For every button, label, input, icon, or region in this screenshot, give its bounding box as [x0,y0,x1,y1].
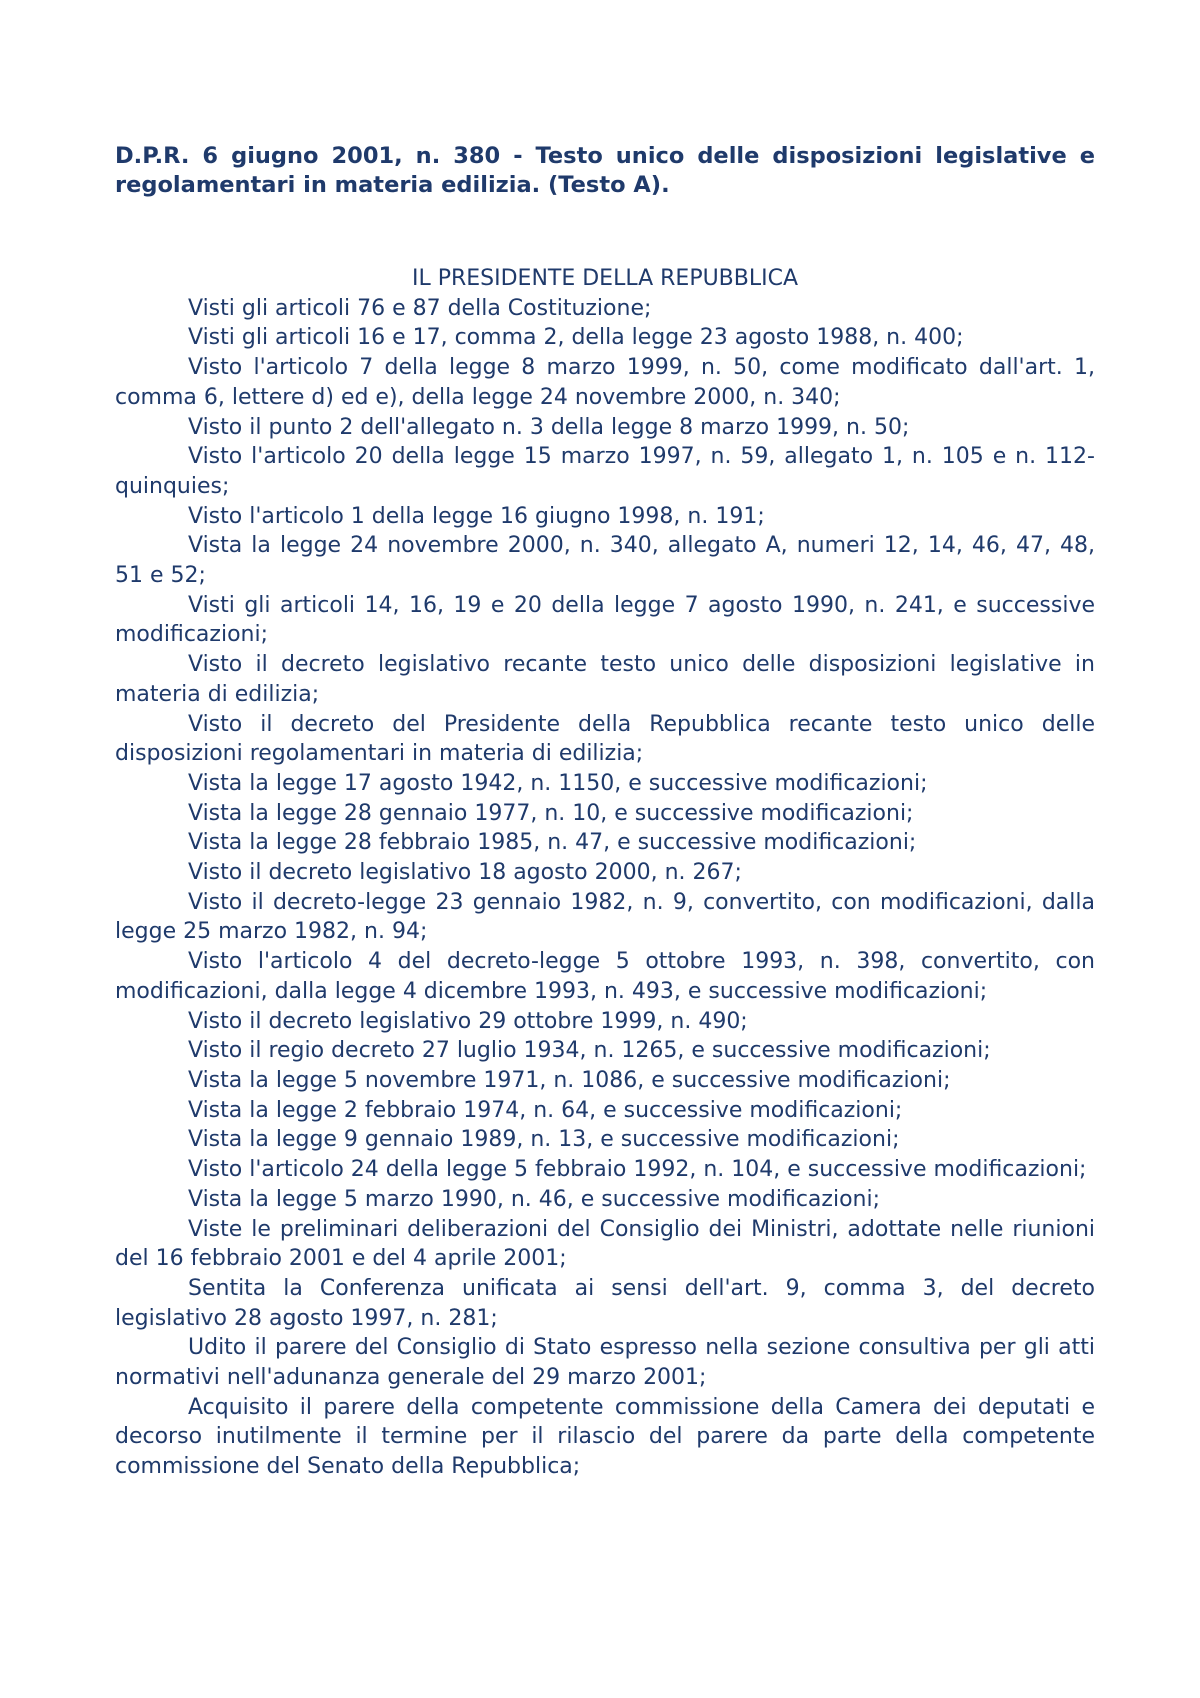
paragraph: Visti gli articoli 14, 16, 19 e 20 della legge 7 agosto 1990, n. 241, e successive modificazioni; [115,592,1095,648]
paragraph: Vista la legge 5 novembre 1971, n. 1086, e successive modificazioni; [188,1067,951,1093]
paragraph: Vista la legge 2 febbraio 1974, n. 64, e successive modificazioni; [188,1097,903,1123]
paragraph: Vista la legge 5 marzo 1990, n. 46, e successive modificazioni; [188,1186,881,1212]
paragraph: Vista la legge 28 febbraio 1985, n. 47, e successive modificazioni; [188,830,917,856]
paragraph: Vista la legge 9 gennaio 1989, n. 13, e successive modificazioni; [188,1127,900,1153]
paragraph: Visto l'articolo 4 del decreto-legge 5 ottobre 1993, n. 398, convertito, con modificazioni, dalla legge 4 dicembre 1993, n. 493, e successive modificazioni; [115,949,1095,1004]
paragraph: Sentita la Conferenza unificata ai sensi dell'art. 9, comma 3, del decreto legislativo 28 agosto 1997, n. 281; [115,1275,1095,1331]
paragraph: Vista la legge 17 agosto 1942, n. 1150, e successive modificazioni; [188,770,928,796]
paragraph: Visto il punto 2 dell'allegato n. 3 della legge 8 marzo 1999, n. 50; [188,414,910,440]
paragraph: Visto il decreto legislativo 18 agosto 2000, n. 267; [188,860,742,886]
paragraph: Vista la legge 24 novembre 2000, n. 340, allegato A, numeri 12, 14, 46, 47, 48, 51 e 52; [115,533,1095,589]
paragraph: Visto l'articolo 1 della legge 16 giugno 1998, n. 191; [188,503,765,529]
paragraph: Vista la legge 28 gennaio 1977, n. 10, e successive modificazioni; [188,800,914,826]
preamble [115,294,1095,1482]
paragraph: Visti gli articoli 76 e 87 della Costituzione; [188,295,652,321]
paragraph: Viste le preliminari deliberazioni del Consiglio dei Ministri, adottate nelle riunioni del 16 febbraio 2001 e del 4 aprile 2001; [115,1216,1095,1272]
paragraph: Visto l'articolo 20 della legge 15 marzo 1997, n. 59, allegato 1, n. 105 e n. 112-quinquies; [115,444,1095,499]
section-heading: IL PRESIDENTE DELLA REPUBBLICA [411,266,799,291]
paragraph: Visto l'articolo 24 della legge 5 febbraio 1992, n. 104, e successive modificazioni; [188,1157,1087,1183]
paragraph: Visto il decreto del Presidente della Repubblica recante testo unico delle disposizioni regolamentari in materia di edilizia; [115,711,1095,767]
paragraph: Acquisito il parere della competente commissione della Camera dei deputati e decorso inutilmente il termine per il rilascio del parere da parte della competente commissione del Senato della Repubblica; [115,1394,1095,1480]
document-title: D.P.R. 6 giugno 2001, n. 380 - Testo unico delle disposizioni legislative e regolamentari in materia edilizia. (Testo A). [115,143,1095,198]
paragraph: Visti gli articoli 16 e 17, comma 2, della legge 23 agosto 1988, n. 400; [188,325,964,351]
paragraph: Udito il parere del Consiglio di Stato espresso nella sezione consultiva per gli atti normativi nell'adunanza generale del 29 marzo 2001; [115,1335,1095,1391]
paragraph: Visto il decreto legislativo 29 ottobre 1999, n. 490; [188,1008,748,1034]
document-page [115,142,1095,1482]
paragraph: Visto il decreto legislativo recante testo unico delle disposizioni legislative in materia di edilizia; [115,652,1095,707]
paragraph: Visto il decreto-legge 23 gennaio 1982, n. 9, convertito, con modificazioni, dalla legge 25 marzo 1982, n. 94; [115,889,1095,945]
paragraph: Visto il regio decreto 27 luglio 1934, n. 1265, e successive modificazioni; [188,1038,991,1064]
paragraph: Visto l'articolo 7 della legge 8 marzo 1999, n. 50, come modificato dall'art. 1, comma 6, lettere d) ed e), della legge 24 novembre 2000, n. 340; [115,355,1095,410]
